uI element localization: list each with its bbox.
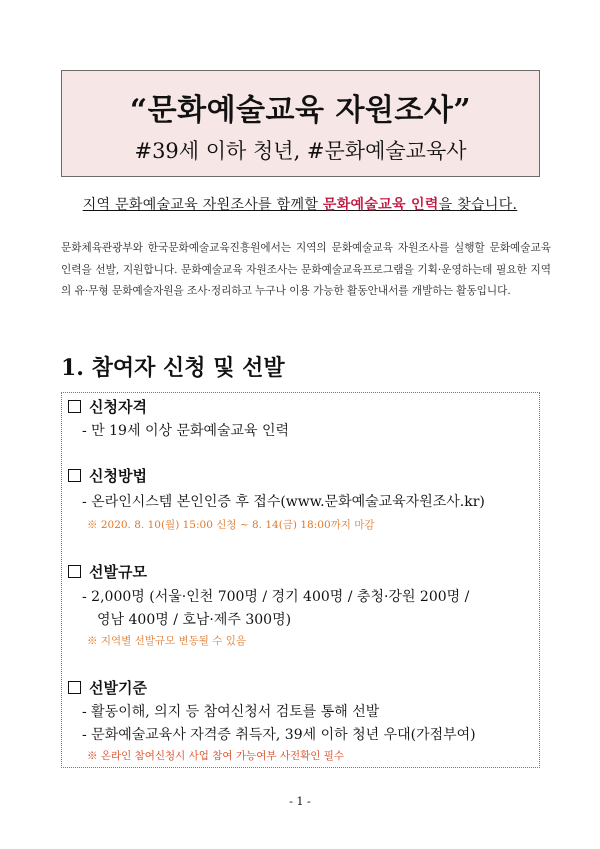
checkbox-icon [68,681,81,694]
checkbox-icon [68,565,81,578]
headline-highlight: 문화예술교육 인력 [322,197,439,213]
item-eligibility [68,396,147,417]
item-heading: 선발규모 [68,561,147,582]
checkbox-icon [68,469,81,482]
title-box [61,70,540,177]
item-scale [68,561,147,582]
item-note: ※ 지역별 선발규모 변동될 수 있음 [87,635,247,647]
section-title: 1. 참여자 신청 및 선발 [61,355,285,381]
item-heading: 신청방법 [68,465,147,486]
item-line: - 만 19세 이상 문화예술교육 인력 [82,423,290,439]
checkbox-icon [68,400,81,413]
item-line: - 활동이해, 의지 등 참여신청서 검토를 통해 선발 [82,704,380,720]
item-note: ※ 2020. 8. 10(월) 15:00 신청 ~ 8. 14(금) 18:00까지 마감 [87,519,375,531]
headline-pre: 지역 문화예술교육 자원조사를 함께할 [82,197,323,213]
item-note: ※ 온라인 참여신청시 사업 참여 가능여부 사전확인 필수 [87,750,345,762]
intro-paragraph: 문화체육관광부와 한국문화예술교육진흥원에서는 지역의 문화예술교육 자원조사를 실행할 문화예술교육 인력을 선발, 지원합니다. 문화예술교육 자원조사는 문화예술교육프로그램을 기획·운영하는데 필요한 지역의 유·무형 문화예술자원을 조사·정리하고 누구나 이용 가능한 활동안내서를 개발하는 활동입니다. [61,242,551,297]
headline-post: 을 찾습니다. [438,197,518,213]
item-heading: 신청자격 [68,396,147,417]
item-line: - 2,000명 (서울·인천 700명 / 경기 400명 / 충청·강원 200명 / [82,589,470,605]
document-subtitle: #39세 이하 청년, #문화예술교육사 [134,139,467,163]
item-line: - 문화예술교육사 자격증 취득자, 39세 이하 청년 우대(가점부여) [82,727,476,743]
item-line: 영남 400명 / 호남·제주 300명) [97,612,292,628]
item-heading: 선발기준 [68,677,147,698]
headline [0,194,600,214]
item-line: - 온라인시스템 본인인증 후 접수(www.문화예술교육자원조사.kr) [82,494,485,510]
page-number: - 1 - [289,795,311,808]
requirements-box [61,392,540,768]
item-criteria [68,677,147,698]
item-method [68,465,147,486]
document-title: “문화예술교육 자원조사” [129,93,472,128]
